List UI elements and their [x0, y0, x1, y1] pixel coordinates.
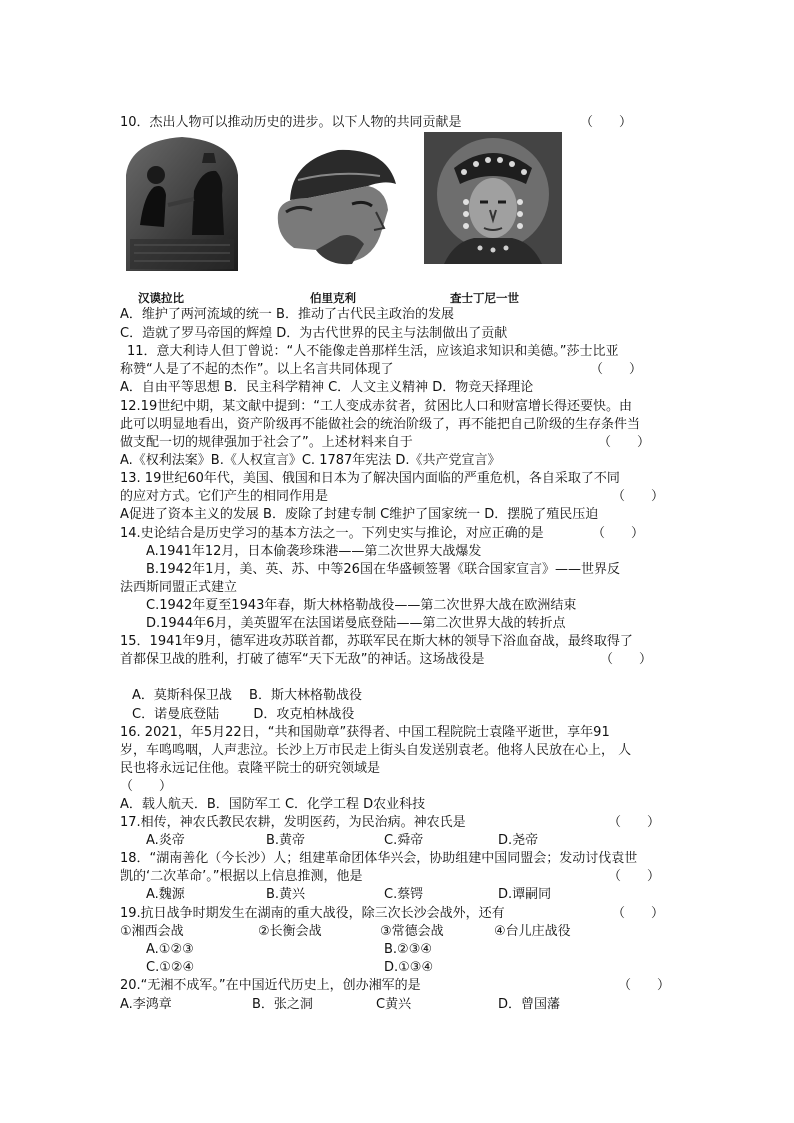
q15-stem-line-2: 首都保卫战的胜利，打破了德军“天下无敌”的神话。这场战役是: [120, 652, 485, 667]
q18-option-d: D.谭嗣同: [498, 887, 552, 902]
q16-stem-line-3: 民也将永远记住他。袁隆平院士的研究领域是: [120, 761, 381, 776]
q17-stem: 17.相传，神农氏教民农耕，发明医药，为民治病。神农氏是: [120, 815, 466, 830]
q13-stem-line-1: 13. 19世纪60年代，美国、俄国和日本为了解决国内面临的严重危机，各自采取了不同: [120, 471, 620, 486]
caption-pericles: 伯里克利: [310, 291, 356, 305]
q12-stem-line-3: 做支配一切的规律强加于社会了”。上述材料来自于: [120, 435, 413, 450]
q19-option-a: A.①②③: [146, 942, 194, 957]
caption-hammurabi: 汉谟拉比: [138, 291, 184, 305]
q18-stem-line-2: 凯的‘二次革命’。”根据以上信息推测，他是: [120, 869, 363, 884]
q11-answer-paren: （ ）: [590, 362, 643, 377]
q19-item-1: ①湘西会战: [120, 924, 184, 939]
q18-stem-line-1: 18．“湖南善化（今长沙）人；组建革命团体华兴会，协助组建中国同盟会；发动讨伐袁世: [120, 851, 638, 866]
q16-stem-line-1: 16. 2021，年5月22日，“共和国勋章”获得者、中国工程院院士袁隆平逝世，享年91: [120, 725, 610, 740]
q13-stem-line-2: 的应对方式。它们产生的相同作用是: [120, 489, 329, 504]
q17-option-b: B.黄帝: [266, 833, 306, 848]
q14-stem: 14.史论结合是历史学习的基本方法之一。下列史实与推论，对应正确的是: [120, 526, 544, 541]
justinian-mosaic-image: [424, 132, 562, 264]
q19-item-2: ②长衡会战: [258, 924, 322, 939]
q15-answer-paren: （ ）: [600, 652, 653, 667]
q20-option-b: B．张之洞: [252, 997, 313, 1012]
q19-item-4: ④台儿庄战役: [494, 924, 571, 939]
q16-stem-line-2: 岁，车鸣鸣咽，人声悲泣。长沙上万市民走上街头自发送别袁老。他将人民放在心上， 人: [120, 743, 632, 758]
q14-option-b: B.1942年1月，美、英、苏、中等26国在华盛顿签署《联合国家宣言》——世界反: [146, 562, 620, 577]
q20-option-c: C黄兴: [376, 997, 412, 1012]
q19-item-3: ③常德会战: [380, 924, 444, 939]
q13-options: A促进了资本主义的发展 B．废除了封建专制 C维护了国家统一 D．摆脱了殖民压迫: [120, 507, 599, 522]
q17-option-d: D.尧帝: [498, 833, 539, 848]
q11-stem-line-1: 11．意大利诗人但丁曾说：“人不能像走兽那样生活，应该追求知识和美德。”莎士比亚: [127, 344, 619, 359]
q16-options: A．载人航天．B．国防军工 C．化学工程 D农业科技: [120, 797, 426, 812]
q15-options-ab: A．莫斯科保卫战 B．斯大林格勒战役: [132, 688, 362, 703]
q19-stem: 19.抗日战争时期发生在湖南的重大战役，除三次长沙会战外，还有: [120, 906, 505, 921]
q17-option-c: C.舜帝: [384, 833, 424, 848]
q14-option-a: A.1941年12月，日本偷袭珍珠港——第二次世界大战爆发: [146, 544, 482, 559]
q20-stem: 20.“无湘不成军。”在中国近代历史上，创办湘军的是: [120, 978, 421, 993]
q19-answer-paren: （ ）: [612, 906, 665, 921]
q12-answer-paren: （ ）: [598, 435, 651, 450]
q10-option-ab: A．维护了两河流域的统一 B．推动了古代民主政治的发展: [120, 307, 454, 322]
q20-option-d: D．曾国藩: [498, 997, 561, 1012]
q12-options: A.《权利法案》B.《人权宣言》C. 1787年宪法 D.《共产党宣言》: [120, 453, 501, 468]
q15-options-cd: C．诺曼底登陆 D．攻克柏林战役: [132, 707, 355, 722]
q18-option-a: A.魏源: [146, 887, 185, 902]
q18-option-c: C.蔡锷: [384, 887, 424, 902]
q11-options: A．自由平等思想 B．民主科学精神 C．人文主义精神 D．物竞天择理论: [120, 380, 534, 395]
q11-stem-line-2: 称赞“人是了不起的杰作”。以上名言共同体现了: [120, 362, 394, 377]
q10-stem: 10．杰出人物可以推动历史的进步。以下人物的共同贡献是: [120, 115, 462, 130]
q15-stem-line-1: 15．1941年9月，德军进攻苏联首都，苏联军民在斯大林的领导下浴血奋战，最终取得了: [120, 634, 633, 649]
q12-stem-line-2: 此可以明显地看出，资产阶级再不能做社会的统治阶级了，再不能把自己阶级的生存条件当: [120, 417, 641, 432]
q16-answer-paren: （ ）: [120, 779, 173, 794]
q17-answer-paren: （ ）: [608, 815, 661, 830]
q20-answer-paren: （ ）: [618, 978, 671, 993]
q14-option-d: D.1944年6月，美英盟军在法国诺曼底登陆——第二次世界大战的转折点: [146, 616, 566, 631]
q14-answer-paren: （ ）: [592, 526, 645, 541]
pericles-bust-image: [268, 140, 412, 268]
q14-option-b-cont: 法西斯同盟正式建立: [120, 580, 238, 595]
q19-option-b: B.②③④: [384, 942, 433, 957]
q10-answer-paren: （ ）: [580, 115, 633, 130]
q19-option-d: D.①③④: [384, 960, 434, 975]
q19-option-c: C.①②④: [146, 960, 195, 975]
q18-answer-paren: （ ）: [608, 869, 661, 884]
q18-option-b: B.黄兴: [266, 887, 306, 902]
q14-option-c: C.1942年夏至1943年春，斯大林格勒战役——第二次世界大战在欧洲结束: [146, 598, 577, 613]
q20-option-a: A.李鸿章: [120, 997, 172, 1012]
q12-stem-line-1: 12.19世纪中期，某文献中提到：“工人变成赤贫者，贫困比人口和财富增长得还要快。由: [120, 399, 632, 414]
q10-option-cd: C．造就了罗马帝国的辉煌 D．为古代世界的民主与法制做出了贡献: [120, 326, 508, 341]
q17-option-a: A.炎帝: [146, 833, 185, 848]
caption-justinian: 查士丁尼一世: [450, 291, 519, 305]
hammurabi-stele-image: [120, 135, 244, 271]
q13-answer-paren: （ ）: [612, 489, 665, 504]
